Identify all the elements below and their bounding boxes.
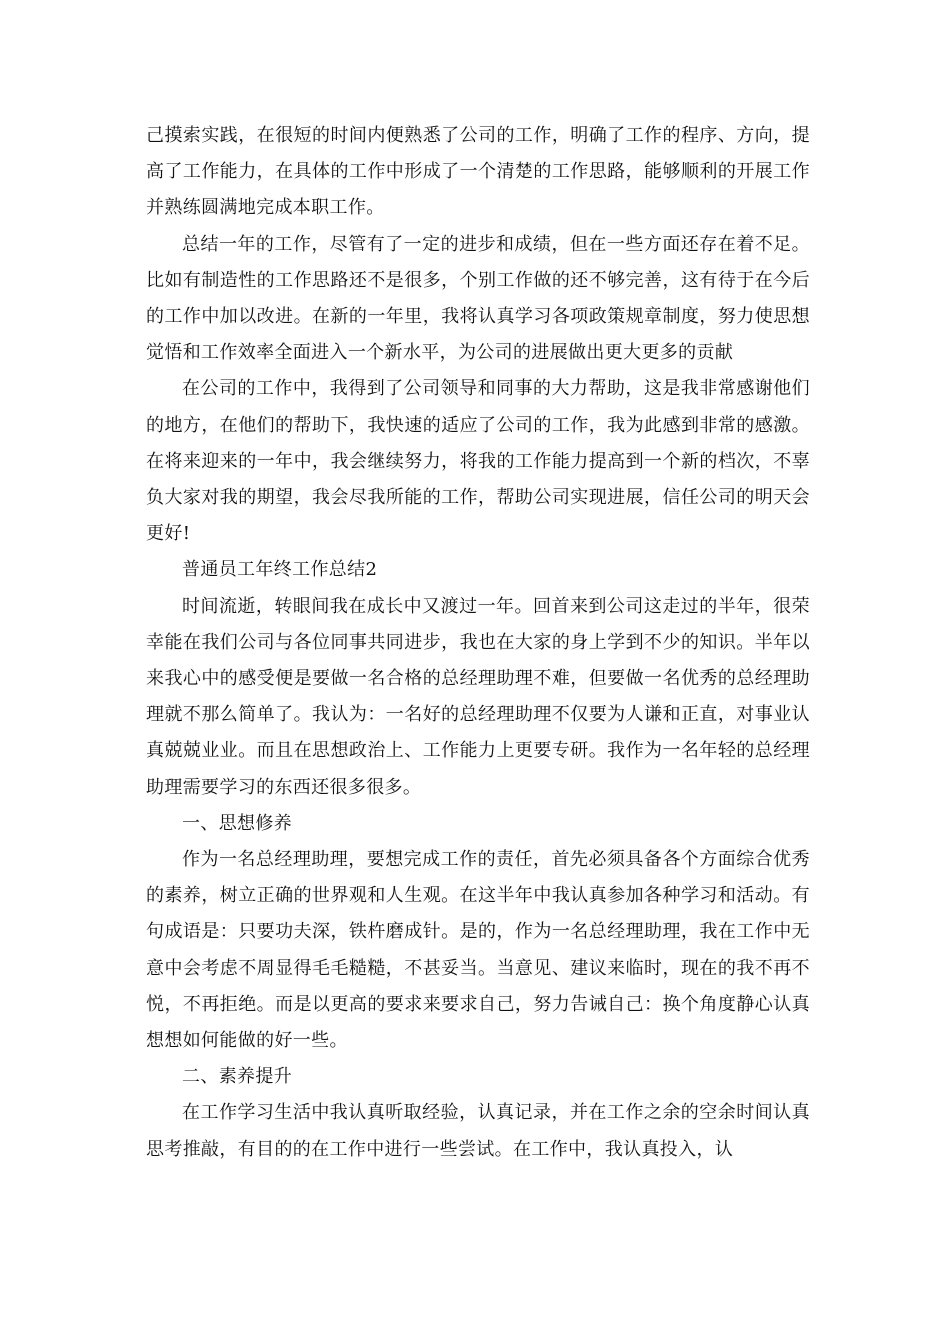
paragraph-2: 总结一年的工作，尽管有了一定的进步和成绩，但在一些方面还存在着不足。比如有制造性的工作思路还不是很多，个别工作做的还不够完善，这有待于在今后的工作中加以改进。在新的一年里，我将认真学习各项政策规章制度，努力使思想觉悟和工作效率全面进入一个新水平，为公司的进展做出更大更多的贡献 [146,233,810,364]
paragraph-3: 在公司的工作中，我得到了公司领导和同事的大力帮助，这是我非常感谢他们的地方，在他们的帮助下，我快速的适应了公司的工作，我为此感到非常的感激。在将来迎来的一年中，我会继续努力，将我的工作能力提高到一个新的档次，不辜负大家对我的期望，我会尽我所能的工作，帮助公司实现进展，信任公司的明天会更好! [146,378,810,545]
document-body [146,118,810,1168]
paragraph-4: 时间流逝，转眼间我在成长中又渡过一年。回首来到公司这走过的半年，很荣幸能在我们公司与各位同事共同进步，我也在大家的身上学到不少的知识。半年以来我心中的感受便是要做一名合格的总经理助理不难，但要做一名优秀的总经理助理就不那么简单了。我认为：一名好的总经理助理不仅要为人谦和正直，对事业认真兢兢业业。而且在思想政治上、工作能力上更要专研。我作为一名年轻的总经理助理需要学习的东西还很多很多。 [146,595,810,798]
section-title-summary-2: 普通员工年终工作总结2 [182,559,378,581]
section-heading-1: 一、思想修养 [182,812,293,834]
paragraph-6: 在工作学习生活中我认真听取经验，认真记录，并在工作之余的空余时间认真思考推敲，有目的的在工作中进行一些尝试。在工作中，我认真投入，认 [146,1102,810,1160]
paragraph-1: 己摸索实践，在很短的时间内便熟悉了公司的工作，明确了工作的程序、方向，提高了工作能力，在具体的工作中形成了一个清楚的工作思路，能够顺利的开展工作并熟练圆满地完成本职工作。 [146,125,810,219]
paragraph-5: 作为一名总经理助理，要想完成工作的责任，首先必须具备各个方面综合优秀的素养，树立正确的世界观和人生观。在这半年中我认真参加各种学习和活动。有句成语是：只要功夫深，铁杵磨成针。是的，作为一名总经理助理，我在工作中无意中会考虑不周显得毛毛糙糙，不甚妥当。当意见、建议来临时，现在的我不再不悦，不再拒绝。而是以更高的要求来要求自己，努力告诫自己：换个角度静心认真想想如何能做的好一些。 [146,849,810,1052]
section-heading-2: 二、素养提升 [182,1066,293,1088]
